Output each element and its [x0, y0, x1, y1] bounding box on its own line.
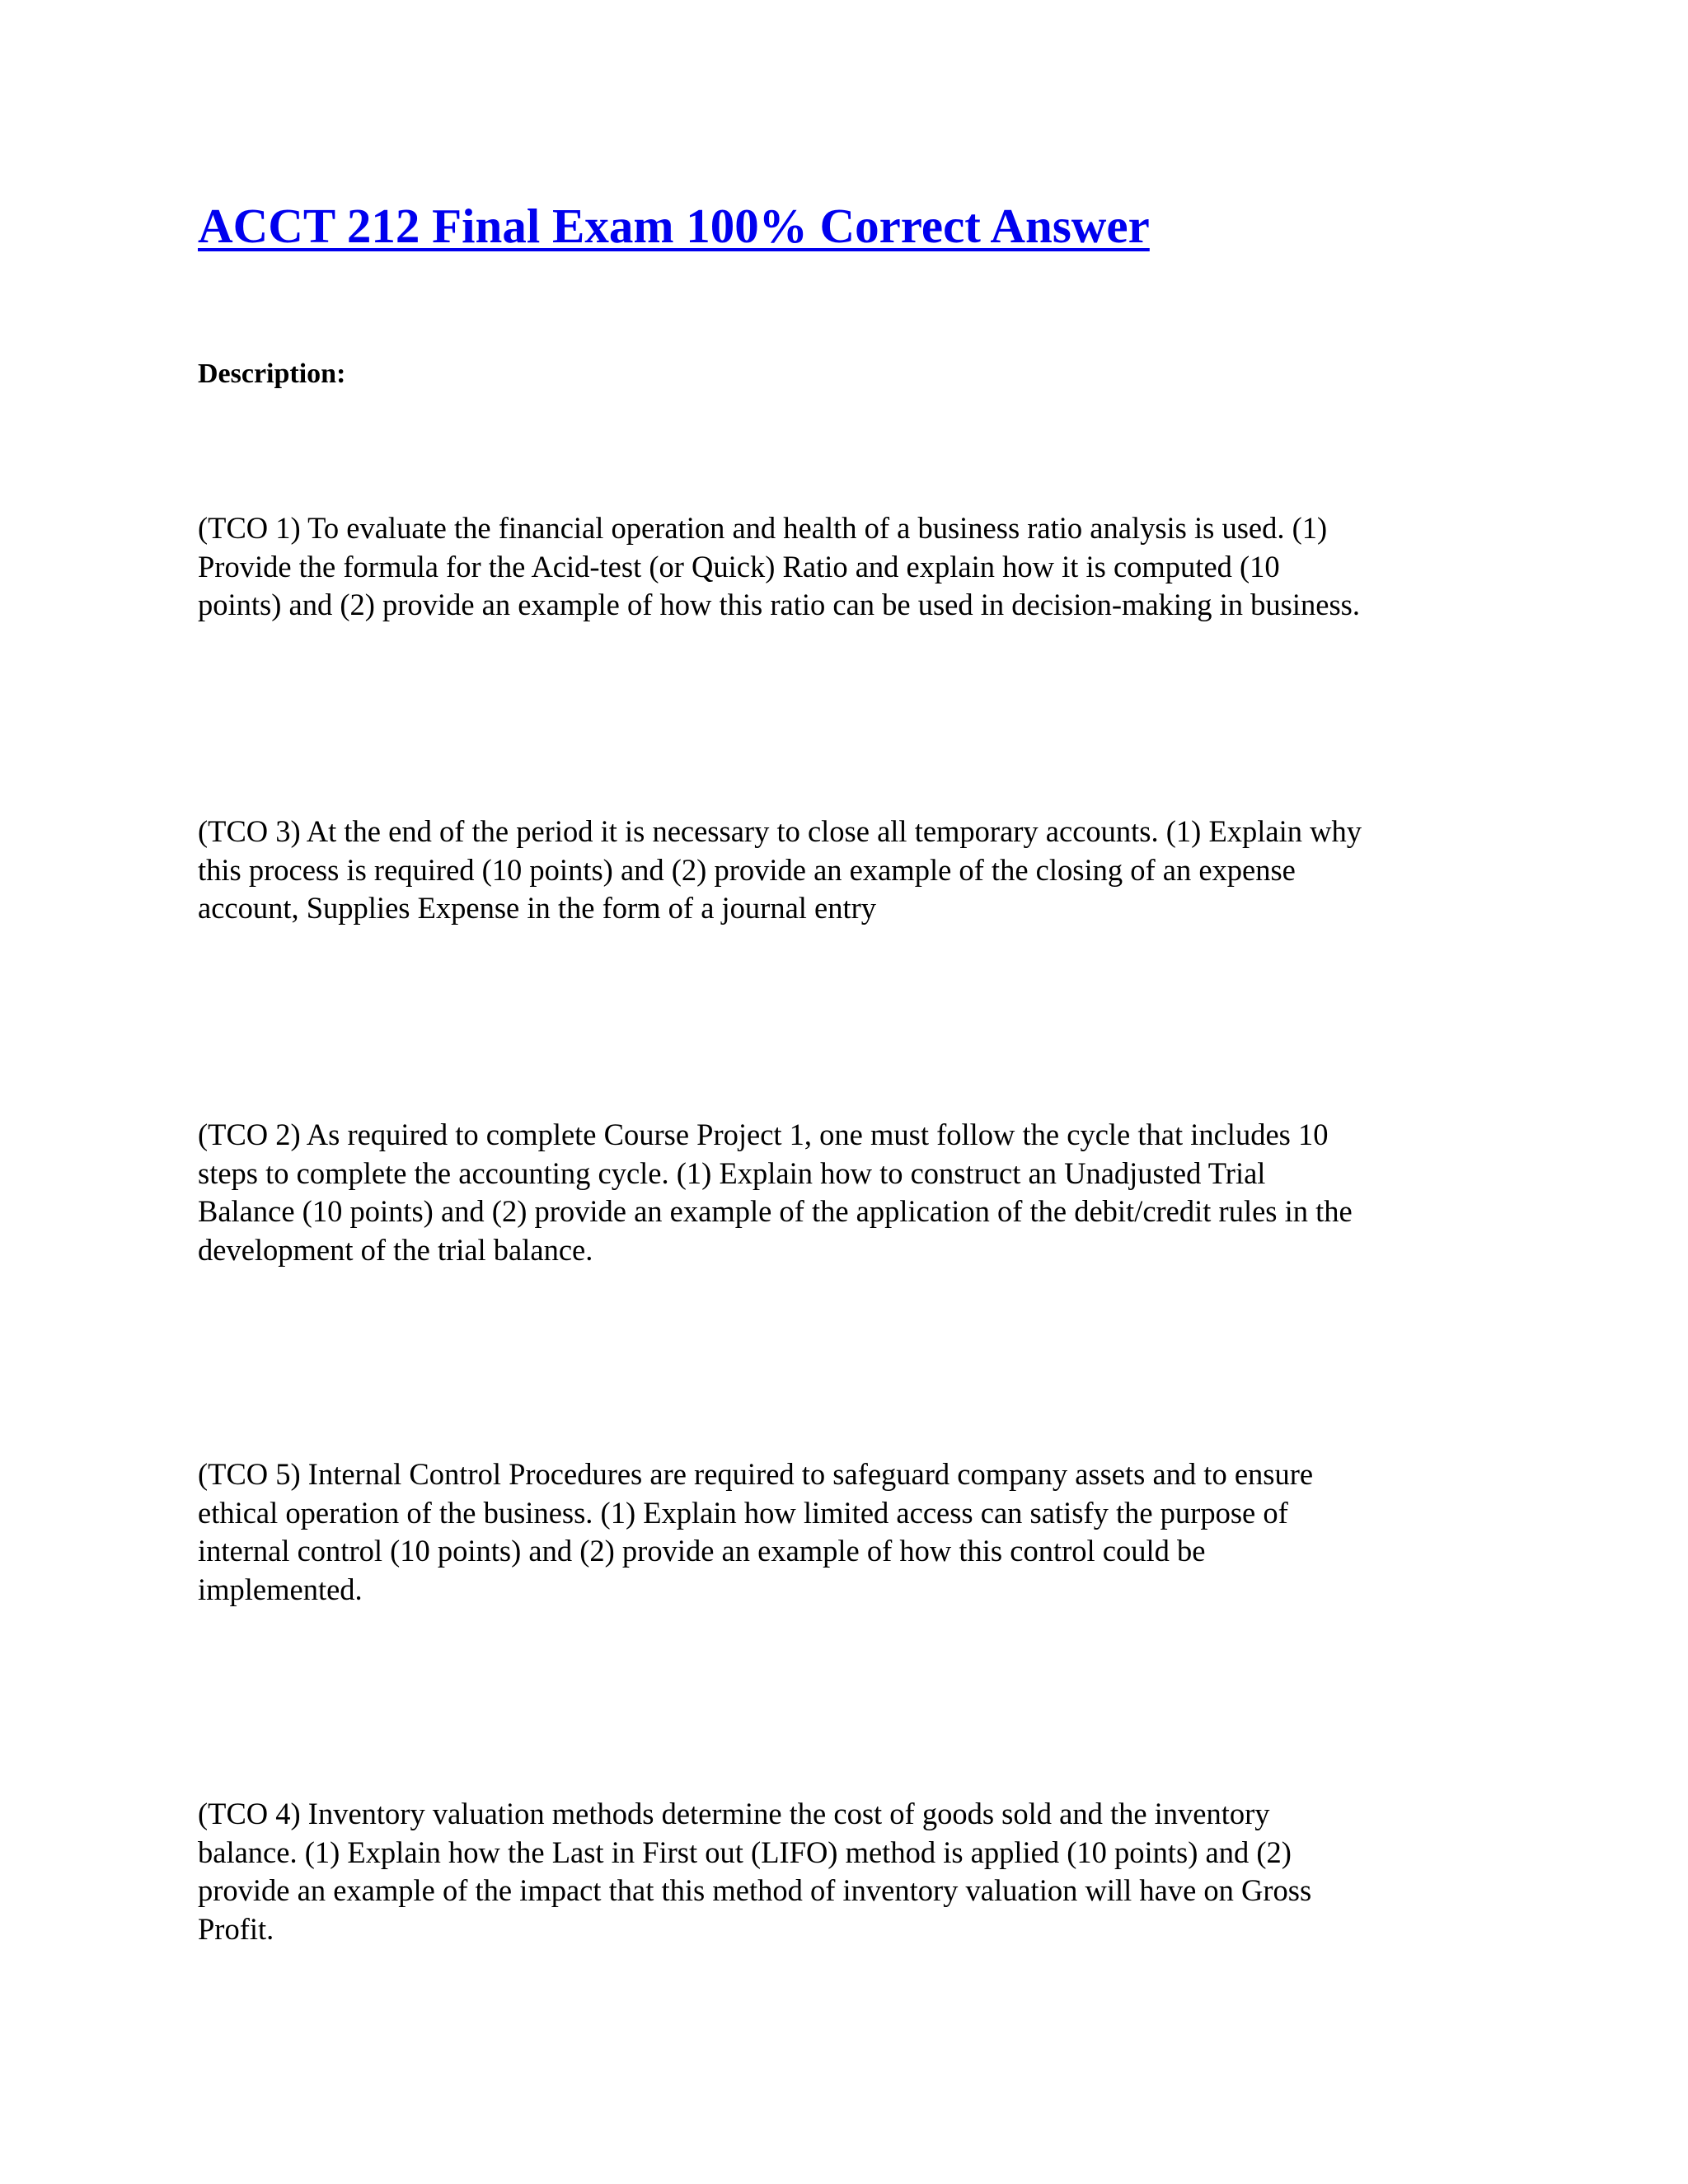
question-line: (TCO 2) As required to complete Course Project 1, one must follow the cycle that includes 10 — [198, 1118, 1329, 1151]
question-tco-4 — [198, 1795, 1500, 1948]
question-line: (TCO 3) At the end of the period it is necessary to close all temporary accounts. (1) Explain why — [198, 814, 1362, 848]
question-tco-3 — [198, 813, 1500, 928]
description-label: Description: — [198, 359, 346, 389]
question-line: steps to complete the accounting cycle. (1) Explain how to construct an Unadjusted Trial — [198, 1155, 1266, 1190]
question-line: development of the trial balance. — [198, 1232, 593, 1267]
question-tco-5 — [198, 1455, 1500, 1609]
question-line: balance. (1) Explain how the Last in First out (LIFO) method is applied (10 points) and (2) — [198, 1835, 1292, 1869]
question-line: (TCO 4) Inventory valuation methods determine the cost of goods sold and the inventory — [198, 1797, 1270, 1830]
question-line: this process is required (10 points) and (2) provide an example of the closing of an expense — [198, 852, 1296, 887]
question-tco-2 — [198, 1116, 1500, 1269]
question-line: (TCO 1) To evaluate the financial operation and health of a business ratio analysis is used. (1) — [198, 511, 1328, 545]
question-line: Balance (10 points) and (2) provide an example of the application of the debit/credit rules in the — [198, 1194, 1353, 1228]
question-line: account, Supplies Expense in the form of a journal entry — [198, 891, 877, 925]
question-line: implemented. — [198, 1572, 363, 1606]
question-line: (TCO 5) Internal Control Procedures are required to safeguard company assets and to ensure — [198, 1457, 1314, 1491]
question-line: provide an example of the impact that this method of inventory valuation will have on Gross — [198, 1873, 1312, 1907]
question-line: ethical operation of the business. (1) Explain how limited access can satisfy the purpose of — [198, 1495, 1288, 1530]
question-line: points) and (2) provide an example of how this ratio can be used in decision-making in business. — [198, 588, 1361, 621]
document-title-link[interactable]: ACCT 212 Final Exam 100% Correct Answer — [198, 199, 1150, 253]
question-line: internal control (10 points) and (2) provide an example of how this control could be — [198, 1534, 1206, 1568]
question-tco-1 — [198, 509, 1500, 625]
question-line: Provide the formula for the Acid-test (or Quick) Ratio and explain how it is computed (10 — [198, 549, 1280, 583]
question-line: Profit. — [198, 1911, 274, 1946]
